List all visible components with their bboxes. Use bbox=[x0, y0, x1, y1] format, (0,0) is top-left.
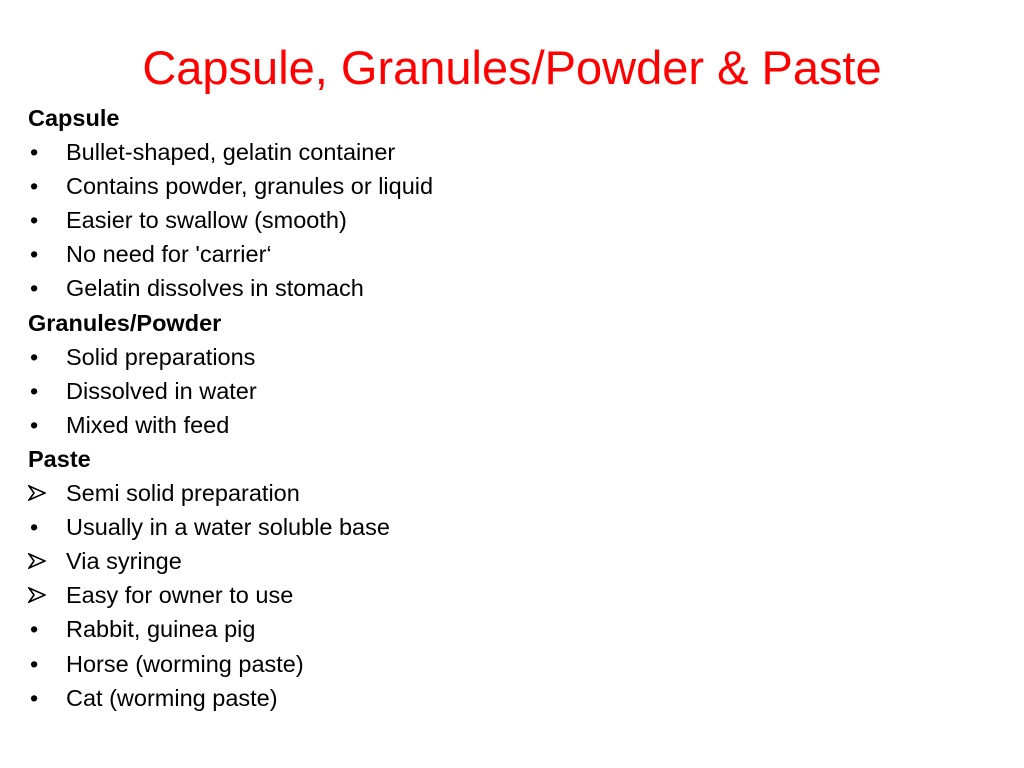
list-item bbox=[28, 681, 988, 715]
slide-content bbox=[28, 101, 988, 715]
list-item bbox=[28, 612, 988, 646]
bullet-icon: • bbox=[30, 411, 39, 438]
slide-title: Capsule, Granules/Powder & Paste bbox=[142, 41, 882, 94]
list-item bbox=[28, 510, 988, 544]
list-item-text: Solid preparations bbox=[66, 343, 256, 370]
list-item bbox=[28, 374, 988, 408]
bullet-icon: • bbox=[30, 343, 39, 370]
bullet-icon: • bbox=[30, 616, 39, 643]
list-item bbox=[28, 169, 988, 203]
list-item-text: Easier to swallow (smooth) bbox=[66, 207, 347, 234]
bullet-icon: • bbox=[30, 139, 39, 166]
list-item-text: Contains powder, granules or liquid bbox=[66, 173, 434, 200]
list-item bbox=[28, 203, 988, 237]
list-item-text: Rabbit, guinea pig bbox=[66, 616, 256, 643]
bullet-icon: • bbox=[30, 514, 39, 541]
list-item-text: Cat (worming paste) bbox=[66, 684, 278, 711]
bullet-icon: • bbox=[30, 275, 39, 302]
list-item-text: Semi solid preparation bbox=[66, 480, 300, 507]
section-heading-granules-powder: Granules/Powder bbox=[28, 309, 222, 336]
bullet-icon: • bbox=[30, 684, 39, 711]
list-item-text: Bullet-shaped, gelatin container bbox=[66, 139, 396, 166]
section-heading-capsule: Capsule bbox=[28, 105, 120, 131]
list-item bbox=[28, 237, 988, 271]
bullet-icon: • bbox=[30, 650, 39, 677]
section-heading-paste: Paste bbox=[28, 445, 91, 472]
list-item bbox=[28, 476, 988, 510]
list-item-text: Mixed with feed bbox=[66, 411, 230, 438]
list-item-text: Usually in a water soluble base bbox=[66, 514, 390, 541]
list-item bbox=[28, 135, 988, 169]
list-item bbox=[28, 408, 988, 442]
bullet-icon: • bbox=[30, 207, 39, 234]
bullet-icon: • bbox=[30, 173, 39, 200]
list-item bbox=[28, 578, 988, 612]
list-item bbox=[28, 647, 988, 681]
list-item-text: Gelatin dissolves in stomach bbox=[66, 275, 364, 302]
bullet-icon: • bbox=[30, 241, 39, 268]
list-item-text: Easy for owner to use bbox=[66, 582, 294, 609]
list-item bbox=[28, 271, 988, 305]
list-item-text: Dissolved in water bbox=[66, 377, 257, 404]
list-item-text: Horse (worming paste) bbox=[66, 650, 304, 677]
list-item-text: Via syringe bbox=[66, 548, 182, 575]
list-item bbox=[28, 340, 988, 374]
bullet-icon: • bbox=[30, 377, 39, 404]
list-item bbox=[28, 544, 988, 578]
list-item-text: No need for 'carrier‘ bbox=[66, 241, 272, 268]
